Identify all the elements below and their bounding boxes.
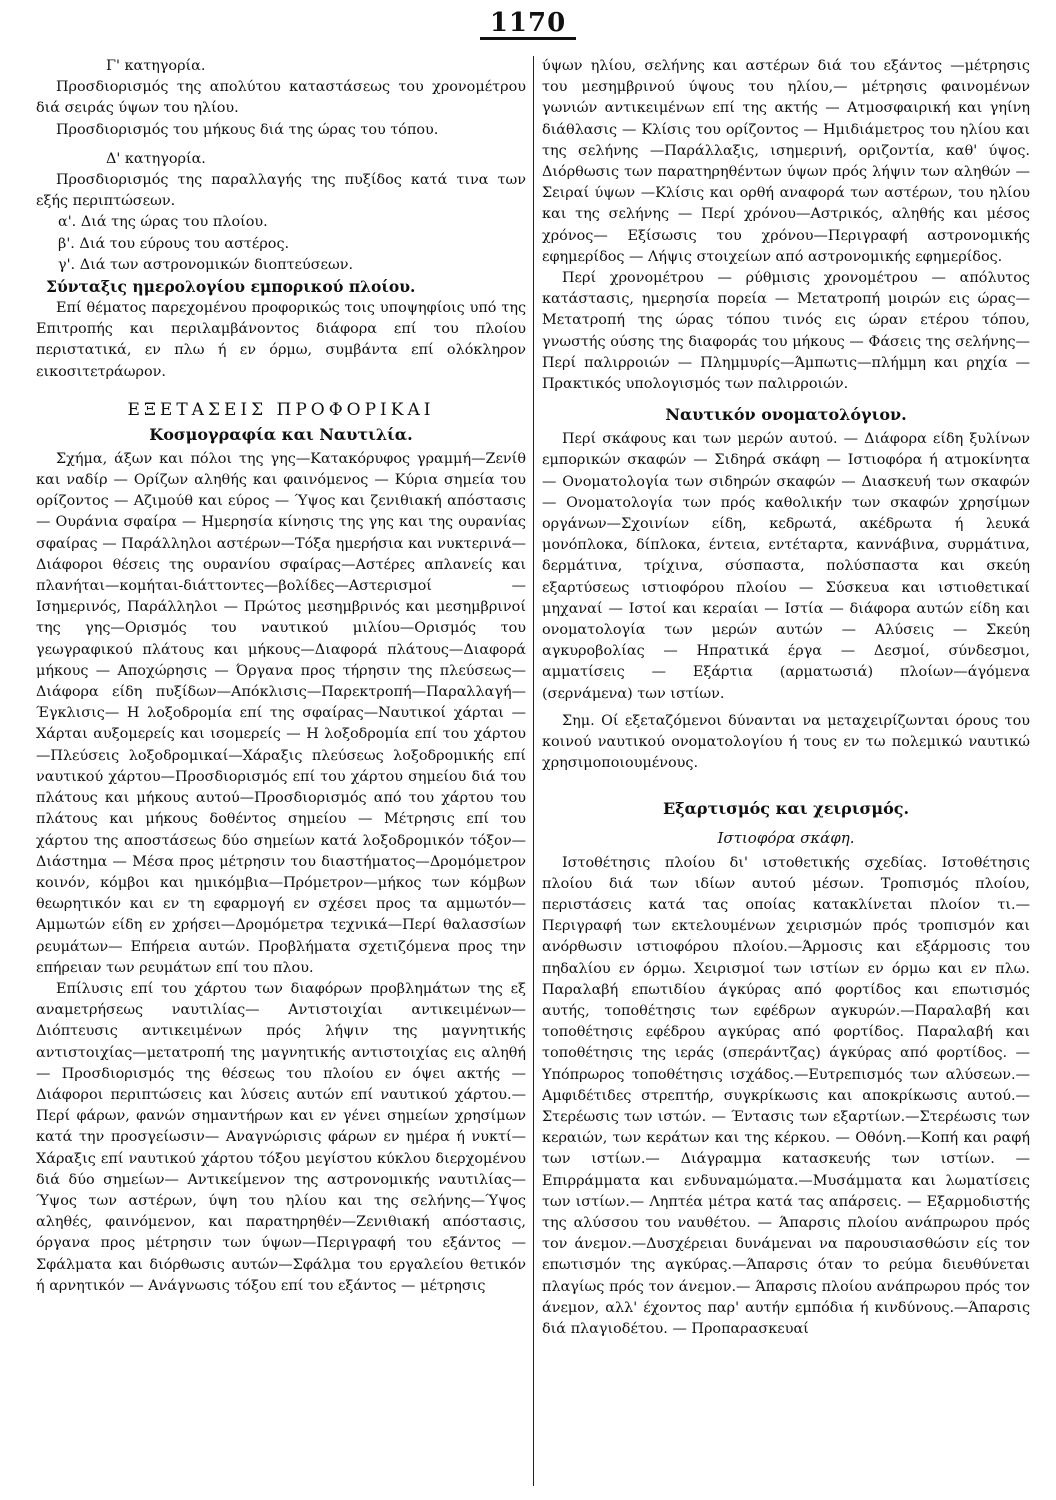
chronometer-paragraph: Περί χρονομέτρου — ρύθμισις χρονομέτρου — απόλυτος κατάστασις, ημερησία πορεία — Μετατροπή μοιρών εις ώρας—Μετατροπή της ώρας τόπου τινός εις ώραν ετέρου τόπου, γνωστής ούσης της διαφοράς του μήκους — Φάσεις της σελήνης—Περί παλιρροιών — Πλημμυρίς—Άμπωτις—πλήμμη και ρηχία — Πρακτικός υπολογισμός των παλιρροιών. xyxy=(542,270,1030,393)
cosmography-heading: Κοσμογραφία και Ναυτιλία. xyxy=(149,424,413,444)
category-d-intro: Προσδιορισμός της παραλλαγής της πυξίδος κατά τινα των εξής περιπτώσεων. xyxy=(36,172,526,210)
chart-problems-paragraph: Επίλυσις επί του χάρτου των διαφόρων προβλημάτων της εξ αναμετρήσεως ναυτιλίας— Αντιστοιχίαι αντικειμένων—Διόπτευσις αντικειμένων πρός λήψιν της μαγνητικής αντιστοιχίας—μετατροπή της μαγνητικής αντιστοιχίας εις αληθή— Προσδιορισμός της θέσεως του πλοίου εν όψει ακτής — Διάφοροι περιπτώσεις και λύσεις αυτών επί ναυτικού χάρτου.—Περί φάρων, φανών σημαντήρων και εν γένει σημείων χρησίμων κατά την προσγείωσιν— Αναγνώρισις φάρων εν ημέρα ή νυκτί—Χάραξις επί ναυτικού χάρτου τόξου μεγίστου κύκλου διερχομένου διά δύο σημείων— Αντικείμενον της αστρονομικής ναυτιλίας— Ύψος των αστέρων, ύψη του ηλίου και της σελήνης—Ύψος αληθές, φαινόμενον, και παρατηρηθέν—Ζενιθιακή απόστασις, όργανα προς μέτρησιν των ύψων—Περιγραφή του εξάντος —Σφάλματα και διόρθωσις αυτών—Σφάλμα του εργαλείου θετικόν ή αρνητικόν — Ανάγνωσις τόξου επί του εξάντος — μέτρησις xyxy=(36,980,526,1294)
footnote: Σημ. Οί εξεταζόμενοι δύνανται να μεταχειρίζωνται όρους του κοινού ναυτικού ονοματολογίου ή τους εν τω πολεμικώ ναυτικώ χρησιμοποιουμένους. xyxy=(542,712,1030,772)
page-number: 1170 xyxy=(0,8,1056,40)
nautical-vocabulary-heading: Ναυτικόν ονοματολόγιον. xyxy=(665,405,907,425)
category-g-item-2: Προσδιορισμός του μήκους διά της ώρας του τόπου. xyxy=(56,121,439,138)
diary-paragraph: Επί θέματος παρεχομένου προφορικώς τοις υποψηφίοις υπό της Επιτροπής και περιλαμβάνοντος διάφορα επί του πλοίου περιστατικά, εν πλω ή εν όρμω, συμβάντα επί ολόκληρον εικοσιτετράωρον. xyxy=(36,300,526,380)
category-g-heading: Γ' κατηγορία. xyxy=(106,58,206,74)
rigging-heading: Εξαρτισμός και χειρισμός. xyxy=(662,798,910,818)
sailing-ships-subheading: Ιστιοφόρα σκάφη. xyxy=(717,828,855,847)
nautical-vocabulary-paragraph: Περί σκάφους και των μερών αυτού. — Διάφορα είδη ξυλίνων εμπορικών σκαφών — Σιδηρά σκάφη — Ιστιοφόρα ή ατμοκίνητα — Ονοματολογία των σιδηρών σκαφών — Διασκευή των σκαφών — Ονοματολογία των πρός καθολικήν των σκαφών χρησίμων οργάνων—Σχοινίων είδη, κεδρωτά, ακέδρωτα ή λευκά μονόπλοκα, δίπλοκα, έντεια, εντέταρτα, καννάβινα, συρμάτινα, δερμάτινα, τρίχινα, σύσπαστα, πολύσπαστα και σκεύη εξαρτύσεως ιστιοφόρου πλοίου — Σύσκευα και ιστιοθετικαί μηχαναί — Ιστοί και κεραίαι — Ιστία — διάφορα αυτών είδη και ονοματολογία των μερών αυτών — Αλύσεις — Σκεύη αγκυροβολίας — Ηπρατικά έργα — Δεσμοί, σύνδεσμοι, αμματίσεις — Εξάρτια (αρματωσιά) πλοίων—άγόμενα (σερνάμενα) των ιστίων. xyxy=(542,431,1030,702)
right-column xyxy=(542,56,1030,1488)
category-d-heading: Δ' κατηγορία. xyxy=(106,150,206,167)
continuation-paragraph: ύψων ηλίου, σελήνης και αστέρων διά του εξάντος —μέτρησις του μεσημβρινού ύψους του ηλίου,— μέτρησις φαινομένων γωνιών αντικειμένων επί της ακτής — Ατμοσφαιρική και γηίνη διάθλασις — Κλίσις του ορίζοντος — Ημιδιάμετρος του ηλίου και της σελήνης —Παράλλαξις, ισημερινή, οριζοντία, καθ' ύψος. Διόρθωσις των παρατηρηθέντων ύψων πρός λήψιν των αληθών —Σειραί ύψων —Κλίσις και ορθή αναφορά των αστέρων, του ηλίου και της σελήνης — Περί χρόνου—Αστρικός, αληθής και μέσος χρόνος— Εξίσωσις του χρόνου—Περιγραφή αστρονομικής εφημερίδος — Λήψις στοιχείων από αστρονομικής εφημερίδος. xyxy=(542,58,1030,265)
category-d-item: α'. Διά της ώρας του πλοίου. xyxy=(58,214,268,231)
column-divider xyxy=(533,56,534,1486)
category-d-item: β'. Διά του εύρους του αστέρος. xyxy=(58,235,290,252)
diary-heading: Σύνταξις ημερολογίου εμπορικού πλοίου. xyxy=(46,277,416,297)
category-d-item: γ'. Διά των αστρονομικών διοπτεύσεων. xyxy=(58,256,354,273)
oral-exams-heading: ΕΞΕΤΑΣΕΙΣ ΠΡΟΦΟΡΙΚΑΙ xyxy=(127,399,435,420)
left-column xyxy=(36,56,526,1488)
category-g-item-1: Προσδιορισμός της απολύτου καταστάσεως του χρονομέτρου διά σειράς ύψων του ηλίου. xyxy=(36,79,526,117)
rigging-paragraph: Ιστοθέτησις πλοίου δι' ιστοθετικής σχεδίας. Ιστοθέτησις πλοίου διά των ιδίων αυτού μέσων. Τροπισμός πλοίου, περιστάσεις κατά τας οποίας κατακλίνεται πλοίον τι.—Περιγραφή των εκτελουμένων χειρισμών πρός τροπισμόν και ανόρθωσιν ιστιοφόρου πλοίου.—Άρμοσις και εξάρμοσις του πηδαλίου εν όρμω. Χειρισμοί των ιστίων εν όρμω και εν πλω. Παραλαβή επωτιδίου άγκύρας από φορτίδος και επωτισμός αυτής, τοποθέτησις των εφέδρων αγκυρών.—Παραλαβή και τοποθέτησις εφέδρου αγκύρας από φορτίδος. Παραλαβή και τοποθέτησις της ιεράς (σπεράντζας) άγκύρας από φορτίδος. — Υπόπρωρος τοποθέτησις ισχάδος.—Ευτρεπισμός των αλύσεων.— Αμφιδέτιδες στρεπτήρ, συγκρίκωσις και αποκρίκωσις αυτού.—Στερέωσις των ιστών. — Έντασις των εξαρτίων.—Στερέωσις των κεραιών, των κεράτων και της κέρκου. — Οθόνη.—Κοπή και ραφή των ιστίων.— Διάγραμμα κατασκευής των ιστίων. — Επιρράμματα και ενδυναμώματα.—Μυσάμματα και λωματίσεις των ιστίων.— Ληπτέα μέτρα κατά τας απάρσεις. — Εξαρμοδιστής της αλύσσου του ναυθέτου. — Άπαρσις πλοίου ανάπρωρου πρός τον άνεμον.—Δυσχέρειαι δυνάμεναι να παρουσιασθώσιν είς τον επωτισμόν της αγκύρας.—Άπαρσις όταν το ρεύμα διευθύνεται πλαγίως πρός τον άνεμον.— Άπαρσις πλοίου ανάπρωρου πρός τον άνεμον, αλλ' έχοντος παρ' αυτήν εμπόδια ή κινδύνους.—Άπαρσις διά πλαγιοδέτου. — Προπαρασκευαί xyxy=(542,854,1030,1337)
cosmography-paragraph: Σχήμα, άξων και πόλοι της γης—Κατακόρυφος γραμμή—Ζενίθ και ναδίρ — Ορίζων αληθής και φαινόμενος — Κύρια σημεία του ορίζοντος — Αζιμούθ και εύρος — Ύψος και ζενιθιακή απόστασις — Ουράνια σφαίρα — Ημερησία κίνησις της γης και της ουρανίας σφαίρας — Παράλληλοι αστέρων—Τόξα ημερήσια και νυκτερινά—Διάφοροι θέσεις της ουρανίου σφαίρας—Αστέρες απλανείς και πλανήται—κομήται-διάττοντες—βολίδες—Αστερισμοί — Ισημερινός, Παράλληλοι — Πρώτος μεσημβρινός και μεσημβρινοί της γης—Ορισμός του ναυτικού μιλίου—Ορισμός του γεωγραφικού πλάτους και μήκους—Διαφορά πλάτους—Διαφορά μήκους — Αποχώρησις — Όργανα προς τήρησιν της πλεύσεως—Διάφορα είδη πυξίδων—Απόκλισις—Παρεκτροπή—Παραλλαγή—Έγκλισις— Η λοξοδρομία επί της σφαίρας—Ναυτικοί χάρται — Χάρται αυξομερείς και ισομερείς — Η λοξοδρομία επί του χάρτου—Πλεύσεις λοξοδρομικαί—Χάραξις πλεύσεως λοξοδρομικής επί ναυτικού χάρτου—Προσδιορισμός επί του χάρτου σημείου διά του πλάτους και μήκους αυτού—Προσδιορισμός από του χάρτου του πλάτους και μήκους δοθέντος σημείου — Μέτρησις επί του χάρτου της αποστάσεως δύο σημείων κατά λοξοδρομικόν τόξον—Διάστημα — Μέσα προς μέτρησιν του διαστήματος—Δρομόμετρον κοινόν, κόμβοι και ημικόμβια—Πρόμετρον—μήκος των κόμβων θεωρητικόν και εν τη εφαρμογή εν σχέσει προς τα αμμωτόν— Αμμωτών είδη εν χρήσει—Δρομόμετρα τεχνικά—Περί θαλασσίων ρευμάτων— Επήρεια αυτών. Προβλήματα σχετιζόμενα προς την επήρειαν των ρευμάτων επί του πλου. xyxy=(36,450,526,976)
